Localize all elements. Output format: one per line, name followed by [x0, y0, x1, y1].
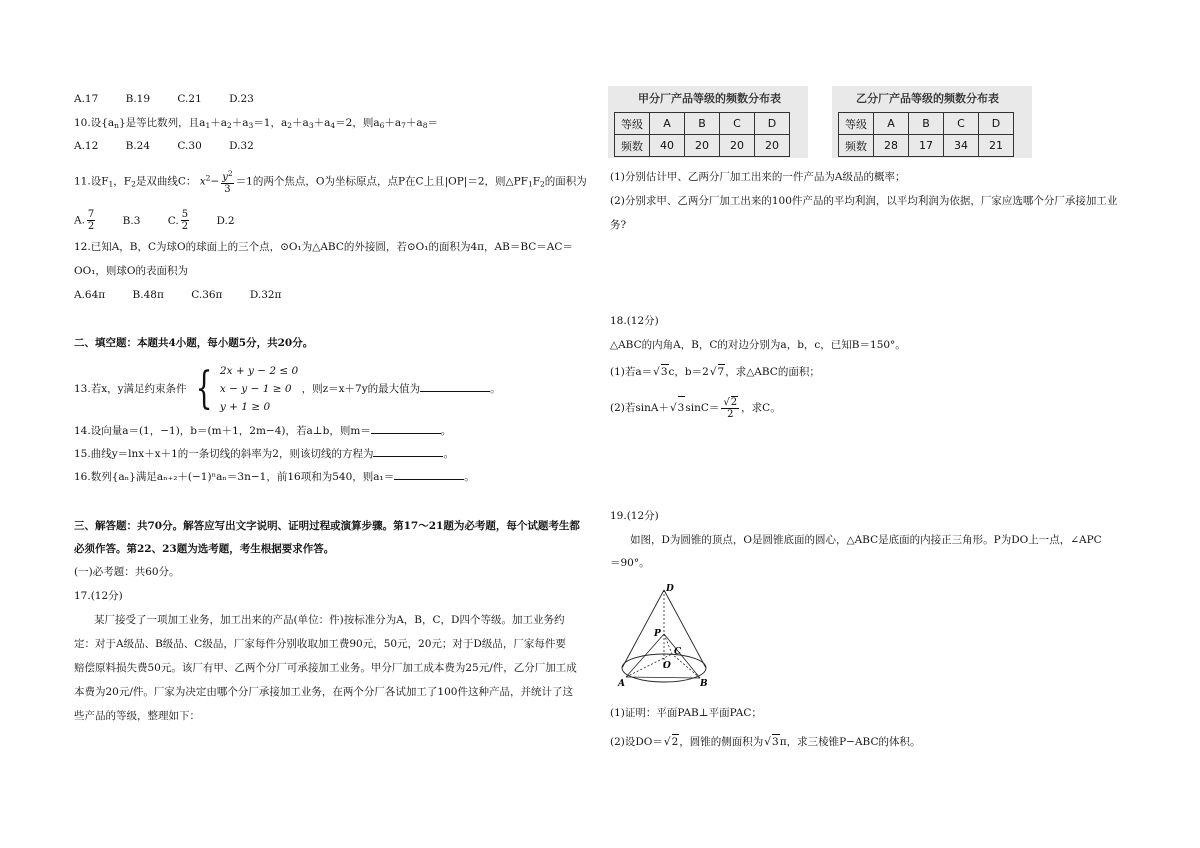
q17-part2-line1: (2)分别求甲、乙两分厂加工出来的100件产品的平均利润，以平均利润为依据，厂家应选哪个分厂承接加工业	[610, 195, 1118, 207]
q13-stem: 13.若x，y满足约束条件 { 2x + y − 2 ≤ 0 x − y − 1 ≥ 0 y + 1 ≥ 0 ，则z＝x＋7y的最大值为 。	[74, 363, 501, 414]
table-cell: A	[874, 113, 909, 135]
label-c: C	[674, 647, 682, 657]
q15-stem: 15.曲线y＝lnx＋x＋1的一条切线的斜率为2，则该切线的方程为 。	[74, 448, 454, 460]
q18-intro: △ABC的内角A，B，C的对边分别为a，b，c，已知B＝150°。	[610, 339, 906, 351]
section3-line1: 三、解答题：共70分。解答应写出文字说明、证明过程或演算步骤。第17～21题为必考题，每个试题考生都	[74, 520, 580, 532]
q9-options	[74, 92, 254, 106]
option: A.12	[74, 140, 99, 152]
q17-paragraph-line: 些产品的等级，整理如下：	[74, 710, 200, 722]
option: C.30	[177, 140, 202, 152]
q17-paragraph-line: 某厂接受了一项加工业务，加工出来的产品(单位：件)按标准分为A，B，C，D四个等级。加工业务约	[94, 614, 565, 626]
label-o: O	[663, 661, 671, 671]
option: D.23	[229, 93, 254, 105]
q19-heading: 19.(12分)	[610, 510, 659, 522]
table-cell: 频数	[839, 135, 874, 157]
option: A.17	[74, 93, 99, 105]
section2-title: 二、填空题：本题共4小题，每小题5分，共20分。	[74, 337, 314, 349]
table-cell: 20	[755, 135, 790, 157]
table-cell: 28	[874, 135, 909, 157]
table-cell: 频数	[615, 135, 650, 157]
edge-pb	[664, 634, 700, 678]
edge-bc	[672, 654, 700, 678]
table-jia-title: 甲分厂产品等级的频数分布表	[638, 92, 781, 105]
option: C.21	[177, 93, 202, 105]
table-cell: 等级	[615, 113, 650, 135]
q18-part2: (2)若sinA＋√ 3sinC＝ √ $\frac{2}{2}$ ，求C。	[610, 396, 781, 420]
label-p: P	[654, 629, 661, 639]
cone-figure	[614, 582, 724, 692]
answer-blank[interactable]	[373, 446, 443, 457]
answer-blank[interactable]	[371, 423, 441, 434]
table-cell: C	[944, 113, 979, 135]
answer-blank[interactable]	[394, 469, 464, 480]
q17-heading: 17.(12分)	[74, 590, 123, 602]
q12-line1: 12.已知A，B，C为球O的球面上的三个点，⊙O₁为△ABC的外接圆，若⊙O₁的面积为4π，AB＝BC＝AC＝	[74, 241, 573, 253]
option: B.19	[125, 93, 151, 105]
edge-pc	[664, 634, 672, 654]
q12-options: A.64π B.48π C.36π D.32π	[74, 289, 282, 301]
table-cell: 40	[650, 135, 685, 157]
table-cell: B	[685, 113, 720, 135]
label-a: A	[618, 679, 625, 689]
answer-blank[interactable]	[420, 381, 490, 392]
q12-line2: OO₁，则球O的表面积为	[74, 265, 189, 277]
table-cell: 20	[685, 135, 720, 157]
table-yi-wrapper	[832, 86, 1032, 158]
table-cell: A	[650, 113, 685, 135]
q17-paragraph-line: 本费为20元/件。厂家为决定由哪个分厂承接加工业务，在两个分厂各试加工了100件这种产品，并统计了这	[74, 686, 573, 698]
table-jia-wrapper	[608, 86, 808, 158]
table-yi-title: 乙分厂产品等级的频数分布表	[856, 92, 999, 105]
q14-stem: 14.设向量a＝(1，−1)，b＝(m＋1，2m−4)，若a⊥b，则m＝ 。	[74, 425, 452, 437]
q17-part2-line2: 务?	[610, 219, 627, 231]
table-cell: C	[720, 113, 755, 135]
table-cell: 17	[909, 135, 944, 157]
table-cell: 21	[979, 135, 1014, 157]
q16-stem: 16.数列{aₙ}满足aₙ₊₂＋(−1)ⁿaₙ＝3n−1，前16项和为540，则a₁＝ 。	[74, 471, 475, 483]
table-jia	[614, 112, 790, 157]
q19-paragraph-line2: ＝90°。	[610, 557, 650, 569]
q19-paragraph-line1: 如图，D为圆锥的顶点，O是圆锥底面的圆心，△ABC是底面的内接正三角形。P为DO上一点，∠APC	[630, 534, 1102, 546]
q10-stem: 10.设$\{a_n\}$是等比数列，且$a_1+a_2+a_3=1$，$a_2+a_3+a_4=2$，则$a_6+a_7+a_8=$	[74, 117, 438, 130]
table-cell: 34	[944, 135, 979, 157]
q18-part1: (1)若a＝√ 3c，b＝2√ 7，求△ABC的面积；	[610, 364, 820, 379]
option: D.32	[229, 140, 254, 152]
table-cell: 20	[720, 135, 755, 157]
q11-options: A. $\frac{7}{2}$ B.3 C. $\frac{5}{2}$ D.2	[74, 209, 235, 232]
table-yi	[838, 112, 1014, 157]
q19-part1: (1)证明：平面PAB⊥平面PAC；	[610, 707, 762, 719]
required-part: (一)必考题：共60分。	[74, 566, 180, 578]
label-d: D	[666, 584, 674, 594]
option: B.24	[125, 140, 151, 152]
q10-options	[74, 139, 254, 153]
table-cell: D	[979, 113, 1014, 135]
edge-pa	[626, 634, 664, 677]
q19-part2: (2)设DO＝√ 2，圆锥的侧面积为√ 3π，求三棱锥P−ABC的体积。	[610, 734, 920, 749]
q11-stem: 11.设$F_1$，$F_2$是双曲线C： $x^2-$ $\frac{y^2}{3}$ ＝1的两个焦点，O为坐标原点，点P在C上且|OP|＝2，则$\triangle PF_1F_2$的面积为	[74, 169, 587, 195]
q17-paragraph-line: 赔偿原料损失费50元。该厂有甲、乙两个分厂可承接加工业务。甲分厂加工成本费为25元/件，乙分厂加工成	[74, 662, 577, 674]
table-cell: D	[755, 113, 790, 135]
label-b: B	[700, 679, 708, 689]
constraint-system: { 2x + y − 2 ≤ 0 x − y − 1 ≥ 0 y + 1 ≥ 0	[195, 363, 299, 414]
q17-part1: (1)分别估计甲、乙两分厂加工出来的一件产品为A级品的概率；	[610, 171, 906, 183]
edge-ab	[626, 677, 700, 678]
cone-side-right	[664, 590, 706, 668]
q18-heading: 18.(12分)	[610, 315, 659, 327]
section3-line2: 必须作答。第22、23题为选考题，考生根据要求作答。	[74, 543, 335, 555]
table-cell: 等级	[839, 113, 874, 135]
table-cell: B	[909, 113, 944, 135]
q17-paragraph-line: 定：对于A级品、B级品、C级品，厂家每件分别收取加工费90元，50元，20元；对于D级品，厂家每件要	[74, 638, 566, 650]
